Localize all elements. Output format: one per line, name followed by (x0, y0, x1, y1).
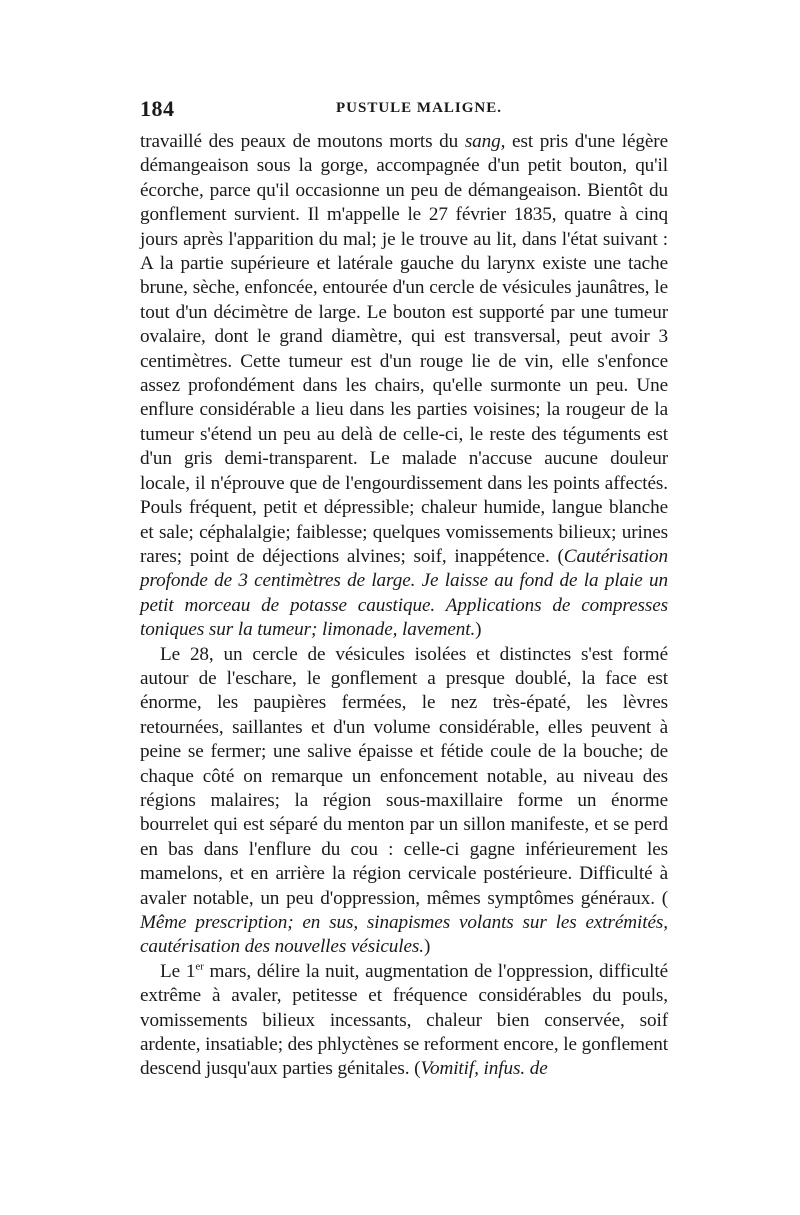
page-number: 184 (140, 96, 175, 121)
prescription-text: Cautérisation profonde de 3 centimètres de large. Je laisse au fond de la plaie un petit morceau de potasse caustique. Applications de compresses toniques sur la tumeur; limonade, lavement. (140, 545, 668, 641)
text-segment: travaillé des peaux de moutons morts du (140, 131, 465, 152)
text-segment: Le 1 (160, 960, 196, 982)
running-title: PUSTULE MALIGNE. (335, 100, 503, 116)
text-segment: mars, délire la nuit, augmentation de l'oppression, difficulté extrême à avaler, petitesse et fréquence considérables du pouls, vomissements bilieux incessants, chaleur bien conservée, soif ardente, insatiable; des phlyctènes se reforment encore, le gonflement descend jusqu'aux parties génitales. ( (140, 960, 668, 1080)
text-segment: Le 28, un cercle de vésicules isolées et distinctes s'est formé autour de l'eschare, le gonflement a presque doublé, la face est énorme, les paupières fermées, le nez très-épaté, les lèvres retournées, saillantes et d'un volume considérable, elles peuvent à peine se fermer; une salive épaisse et fétide coule de la bouche; de chaque côté on remarque un enfoncement notable, au niveau des régions malaires; la région sous-maxillaire forme un énorme bourrelet qui est séparé du menton par un sillon manifeste, et se perd en bas dans l'enflure du cou : celle-ci gagne inférieurement les mamelons, et en arrière la région cervicale postérieure. Difficulté à avaler notable, un peu d'oppression, mêmes symptômes généraux. ( (140, 643, 668, 909)
text-segment: est pris d'une légère démangeaison sous la gorge, accompagnée d'un petit bouton, qu'il écorche, parce qu'il occasionne un peu de démangeaison. Bientôt du gonflement survient. Il m'appelle le 27 février 1835, quatre à cinq jours après l'apparition du mal; je le trouve au lit, dans l'état suivant : A la partie supérieure et latérale gauche du larynx existe une tache brune, sèche, enfoncée, entourée d'un cercle de vésicules jaunâtres, le tout d'un décimètre de large. Le bouton est supporté par une tumeur ovalaire, dont le grand diamètre, qui est transversal, peut avoir 3 centimètres. Cette tumeur est d'un rouge lie de vin, elle s'enfonce assez profondément dans les chairs, qu'elle surmonte un peu. Une enflure considérable a lieu dans les parties voisines; la rougeur de la tumeur s'étend un peu au delà de celle-ci, le reste des téguments est d'un gris demi-transparent. Le malade n'accuse aucune douleur locale, il n'éprouve que de l'engourdissement dans les points affectés. Pouls fréquent, petit et dépressible; chaleur humide, langue blanche et sale; céphalalgie; faiblesse; quelques vomissements bilieux; urines rares; point de déjections alvines; soif, inappétence. ( (140, 131, 668, 567)
prescription-text: Même prescription; en sus, sinapismes volants sur les extrémités, cautérisation des nouvelles vésicules. (140, 912, 668, 958)
running-head (140, 96, 668, 126)
paragraph-case-history (140, 130, 668, 643)
book-page (140, 96, 668, 1082)
paragraph-march-1 (140, 960, 668, 1082)
prescription-text: Vomitif, infus. de (420, 1058, 548, 1080)
italic-word: sang, (464, 131, 506, 152)
text-segment: ) (475, 619, 482, 641)
body-text (140, 130, 668, 1082)
paragraph-day-28 (140, 643, 668, 960)
superscript: er (195, 960, 204, 973)
text-segment: ) (423, 936, 431, 958)
